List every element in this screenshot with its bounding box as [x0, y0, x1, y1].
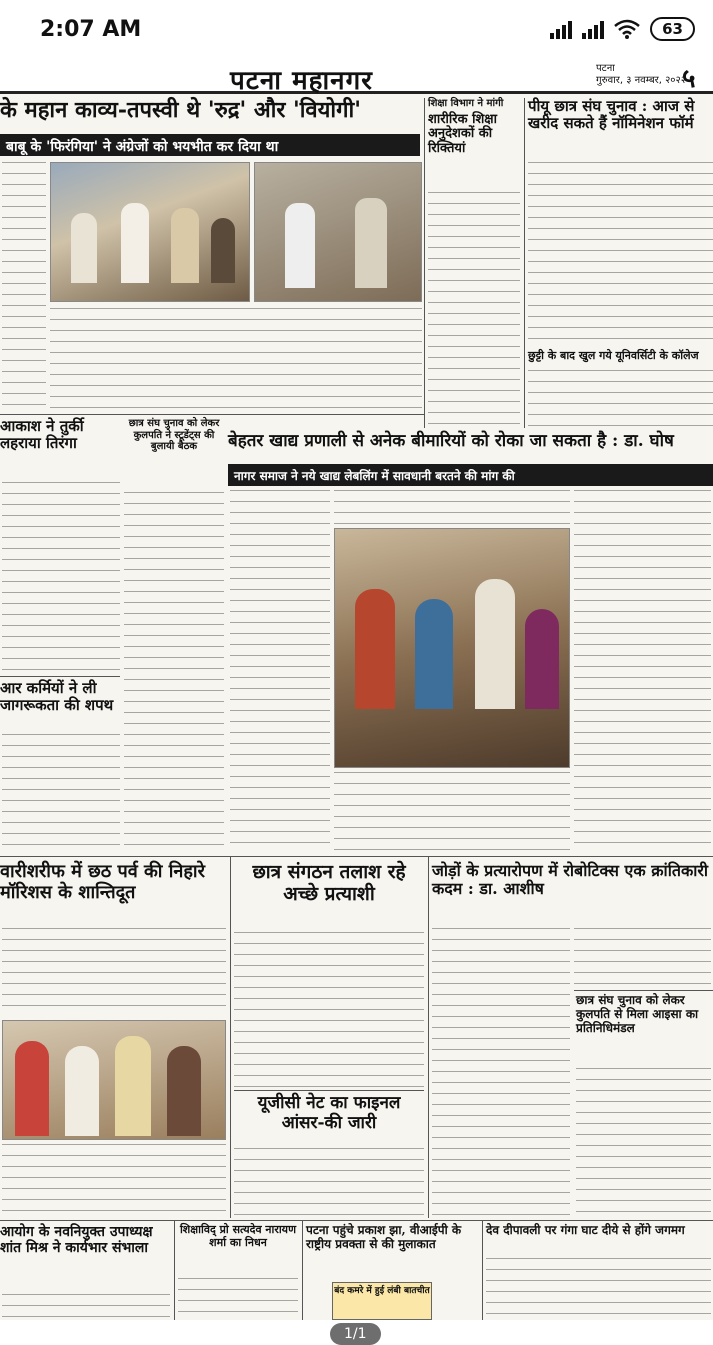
shiksha-kicker: शिक्षा विभाग ने मांगी: [428, 98, 504, 109]
ugc-head: [234, 1094, 424, 1144]
food-photo: [334, 528, 570, 768]
sharma-body: [178, 1278, 298, 1320]
vc-meet-headline: छात्र संघ चुनाव को लेकर कुलपति ने स्टूडेंट्स की बुलायी बैठक: [128, 418, 220, 452]
chhatra-body: [234, 932, 424, 1088]
date-label: गुरुवार, ३ नवम्बर, २०२२: [596, 75, 686, 86]
shiksha-headline: शारीरिक शिक्षा अनुदेशकों की रिक्तियां: [428, 111, 497, 157]
food-band: नागर समाज ने नये खाद्य लेबलिंग में सावधानी बरतने की मांग की: [228, 464, 713, 486]
mauritius-headline: वारीशरीफ में छठ पर्व की निहारे मॉरिशस के शान्तिदूत: [0, 861, 205, 903]
lead-photo-2: [254, 162, 422, 302]
aisa-head: [576, 994, 713, 1064]
vc-meet-head: [124, 418, 224, 488]
pu-election-head: [528, 98, 713, 158]
ganga-body: [486, 1258, 711, 1320]
battery-indicator: 63: [650, 17, 695, 41]
pu-election-headline: पीयू छात्र संघ चुनाव : आज से खरीद सकते हैं नॉमिनेशन फॉर्म: [528, 97, 695, 133]
mauritius-body: [2, 928, 226, 1016]
commission-head: [0, 1224, 170, 1290]
mauritius-body-2: [2, 1144, 226, 1216]
wifi-icon: [614, 19, 640, 39]
robotics-body-1: [432, 928, 570, 1218]
status-bar: [0, 0, 713, 58]
food-body-3: [334, 772, 570, 852]
lead-photo: [50, 162, 250, 302]
ugc-body: [234, 1148, 424, 1218]
food-body-1: [230, 490, 330, 850]
akash-body: [2, 482, 120, 672]
lead-headline-box: [0, 98, 420, 130]
oath-body: [2, 734, 120, 852]
ganga-headline: देव दीपावली पर गंगा घाट दीये से होंगे जगमग: [486, 1223, 685, 1237]
oath-headline: आर कर्मियों ने ली जागरूकता की शपथ: [0, 679, 114, 715]
robotics-headline: जोड़ों के प्रत्यारोपण में रोबोटिक्स एक क्रांतिकारी कदम : डा. आशीष: [432, 861, 709, 899]
akash-head: [0, 418, 120, 478]
page-title: पटना महानगर: [230, 66, 373, 96]
pu-election-body: [528, 162, 713, 348]
robotics-head: [432, 862, 713, 924]
mauritius-photo: [2, 1020, 226, 1140]
shiksha-story-head: [428, 98, 520, 188]
college-head: [528, 350, 713, 368]
chhatra-headline: छात्र संगठन तलाश रहे अच्छे प्रत्याशी: [252, 861, 406, 905]
sharma-headline: शिक्षाविद् प्रो सत्यदेव नारायण शर्मा का निधन: [179, 1223, 297, 1249]
oath-head: [0, 680, 120, 730]
ganga-head: [486, 1224, 713, 1254]
lead-body-text: [50, 308, 422, 410]
robotics-body-2: [574, 928, 711, 988]
prakash-caption-box: [332, 1282, 432, 1320]
newspaper-page[interactable]: [0, 58, 713, 1342]
chhatra-head: [234, 862, 424, 928]
city-label: पटना: [596, 63, 615, 74]
commission-body: [2, 1294, 170, 1320]
lead-subhead: बाबू के 'फिरंगिया' ने अंग्रेजों को भयभीत कर दिया था: [0, 134, 420, 156]
masthead: [0, 58, 713, 94]
page-number: ५: [682, 64, 696, 94]
shiksha-body-text: [428, 192, 520, 428]
ugc-headline: यूजीसी नेट का फाइनल आंसर-की जारी: [257, 1093, 401, 1133]
prakash-headline: पटना पहुंचे प्रकाश झा, वीआईपी के राष्ट्रीय प्रवक्ता से की मुलाकात: [306, 1223, 462, 1251]
commission-headline: आयोग के नवनियुक्त उपाध्यक्ष शांत मिश्र ने कार्यभार संभाला: [0, 1224, 153, 1257]
lead-text-col-1: [2, 162, 46, 410]
food-headline: बेहतर खाद्य प्रणाली से अनेक बीमारियों को रोका जा सकता है : डा. घोष: [228, 431, 674, 451]
food-head: [228, 432, 713, 462]
signal-icon: [582, 19, 604, 39]
vc-meet-body: [124, 492, 224, 852]
college-body: [528, 370, 713, 428]
sharma-head: [178, 1224, 298, 1274]
aisa-headline: छात्र संघ चुनाव को लेकर कुलपति से मिला आइसा का प्रतिनिधिमंडल: [576, 993, 699, 1035]
mauritius-head: [0, 862, 226, 924]
page-indicator: 1/1: [330, 1323, 381, 1345]
akash-headline: आकाश ने तुर्की लहराया तिरंगा: [0, 417, 84, 453]
status-icons: [550, 17, 695, 41]
food-body-4: [574, 490, 711, 850]
clock: 2:07 AM: [40, 16, 142, 42]
prakash-head: [306, 1224, 478, 1280]
lead-headline: के महान काव्य-तपस्वी थे 'रुद्र' और 'वियोगी': [0, 97, 361, 123]
signal-icon: [550, 19, 572, 39]
college-headline: छुट्टी के बाद खुल गये यूनिवर्सिटी के कॉलेज: [528, 349, 699, 362]
food-body-2: [334, 490, 570, 524]
prakash-caption: बंद कमरे में हुई लंबी बातचीत: [334, 1286, 430, 1296]
aisa-body: [576, 1068, 711, 1218]
